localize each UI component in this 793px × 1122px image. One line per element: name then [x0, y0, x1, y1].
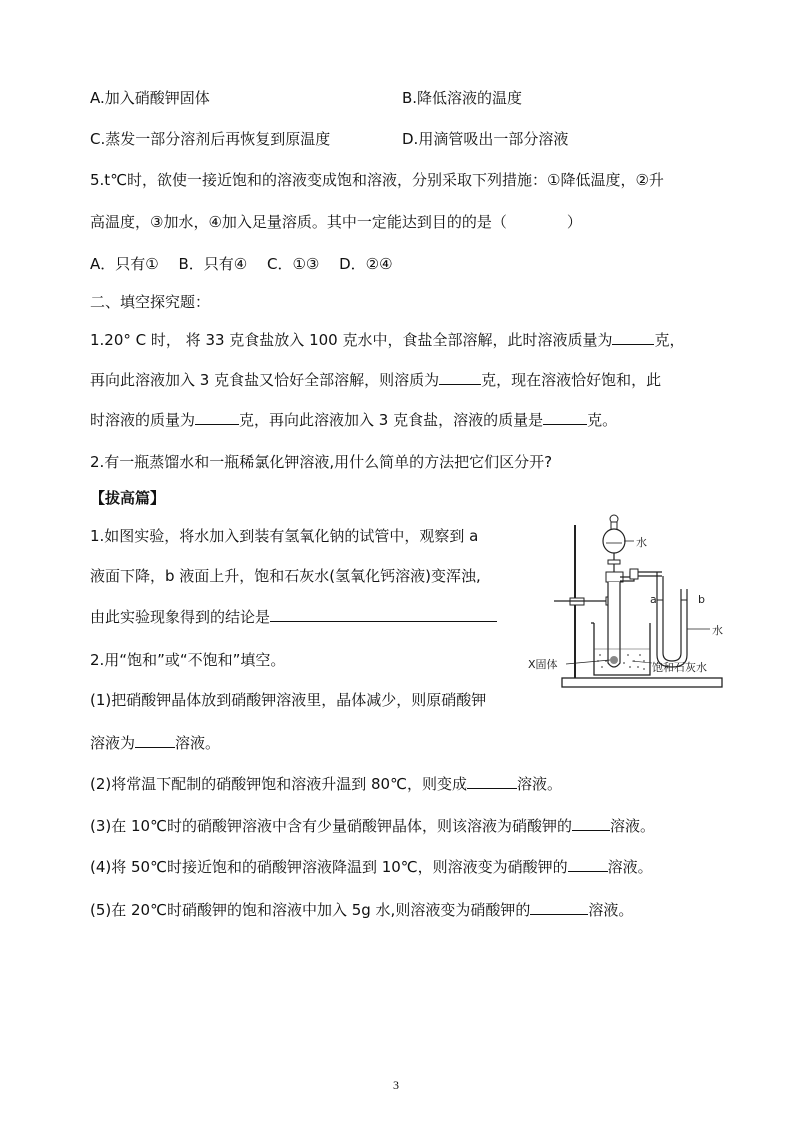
answer-blank[interactable]	[530, 900, 588, 915]
test-tube	[608, 582, 620, 667]
answer-blank[interactable]	[568, 857, 608, 872]
s2-q1-line1	[90, 330, 684, 350]
s2-q1-line2-text: 再向此溶液加入 3 克食盐又恰好全部溶解，则溶质为	[90, 371, 440, 389]
adv-q2-5-tail: 溶液。	[588, 901, 634, 919]
s2-q1-line2-tail: 克，现在溶液恰好饱和，此	[481, 371, 662, 389]
separatory-funnel	[603, 529, 625, 553]
stopcock	[608, 560, 620, 564]
q4-option-b: B.降低溶液的温度	[402, 89, 523, 107]
adv-q2-1-line1: (1)把硝酸钾晶体放到硝酸钾溶液里，晶体减少，则原硝酸钾	[90, 691, 487, 709]
answer-blank[interactable]	[467, 774, 517, 789]
adv-q1-line3	[90, 607, 497, 627]
adv-q1-line1: 1.如图实验，将水加入到装有氢氧化钠的试管中，观察到 a	[90, 527, 479, 545]
label-water-top: 水	[636, 536, 647, 549]
adv-q2-1-line2-tail: 溶液。	[175, 734, 221, 752]
adv-q2-2-tail: 溶液。	[516, 775, 562, 793]
s2-q2: 2.有一瓶蒸馏水和一瓶稀氯化钾溶液,用什么简单的方法把它们区分开?	[90, 453, 553, 471]
adv-q2-4	[90, 857, 653, 877]
advanced-title: 【拔高篇】	[90, 489, 166, 507]
adv-q2-5	[90, 900, 633, 920]
label-a: a	[650, 593, 657, 606]
answer-blank[interactable]	[543, 410, 587, 425]
s2-q1-line3	[90, 410, 617, 430]
q5-stem-line2: 高温度，③加水，④加入足量溶质。其中一定能达到目的的是（ ）	[90, 213, 582, 231]
experiment-apparatus-figure	[520, 505, 770, 695]
adv-q2-2-text: (2)将常温下配制的硝酸钾饱和溶液升温到 80℃，则变成	[90, 775, 467, 793]
s2-q1-line3-mid: 克，再向此溶液加入 3 克食盐，溶液的质量是	[239, 411, 544, 429]
answer-blank[interactable]	[135, 733, 175, 748]
u-tube	[657, 572, 687, 667]
q4-option-d: D.用滴管吸出一部分溶液	[402, 130, 569, 148]
label-water-right: 水	[712, 624, 723, 637]
adv-q2-3-tail: 溶液。	[609, 817, 655, 835]
label-x-solid: X固体	[528, 658, 558, 671]
answer-blank[interactable]	[572, 816, 610, 831]
adv-q2-4-text: (4)将 50℃时接近饱和的硝酸钾溶液降温到 10℃，则溶液变为硝酸钾的	[90, 858, 568, 876]
answer-blank[interactable]	[195, 410, 239, 425]
adv-q2-title: 2.用“饱和”或“不饱和”填空。	[90, 651, 286, 669]
adv-q2-3	[90, 816, 655, 836]
adv-q2-3-text: (3)在 10℃时的硝酸钾溶液中含有少量硝酸钾晶体，则该溶液为硝酸钾的	[90, 817, 572, 835]
s2-q1-line3-text: 时溶液的质量为	[90, 411, 196, 429]
adv-q1-line3-text: 由此实验现象得到的结论是	[90, 608, 271, 626]
label-limewater: 饱和石灰水	[652, 661, 707, 674]
limewater-liquid	[597, 654, 645, 670]
q4-option-c: C.蒸发一部分溶剂后再恢复到原温度	[90, 130, 331, 148]
adv-q2-1-line2-text: 溶液为	[90, 734, 136, 752]
s2-q1-line1-text: 1.20° C 时， 将 33 克食盐放入 100 克水中，食盐全部溶解，此时溶液质量为	[90, 331, 613, 349]
adv-q2-4-tail: 溶液。	[607, 858, 653, 876]
answer-blank[interactable]	[270, 607, 497, 622]
s2-q1-line3-tail: 克。	[587, 411, 618, 429]
x-solid	[610, 656, 618, 664]
adv-q2-5-text: (5)在 20℃时硝酸钾的饱和溶液中加入 5g 水,则溶液变为硝酸钾的	[90, 901, 531, 919]
q5-stem-line1: 5.t℃时，欲使一接近饱和的溶液变成饱和溶液，分别采取下列措施：①降低温度，②升	[90, 171, 664, 189]
adv-q2-2	[90, 774, 562, 794]
q5-options: A．只有① B．只有④ C．①③ D．②④	[90, 255, 393, 273]
answer-blank[interactable]	[439, 370, 481, 385]
q4-option-a: A.加入硝酸钾固体	[90, 89, 210, 107]
adv-q2-1-line2	[90, 733, 220, 753]
answer-blank[interactable]	[612, 330, 654, 345]
label-b: b	[698, 593, 705, 606]
s2-q1-line1-tail: 克，	[654, 331, 685, 349]
s2-q1-line2	[90, 370, 661, 390]
stand-base	[562, 678, 722, 687]
section2-title: 二、填空探究题：	[90, 293, 211, 311]
page-number: 3	[393, 1078, 399, 1092]
adv-q1-line2: 液面下降，b 液面上升，饱和石灰水(氢氧化钙溶液)变浑浊,	[90, 567, 481, 585]
